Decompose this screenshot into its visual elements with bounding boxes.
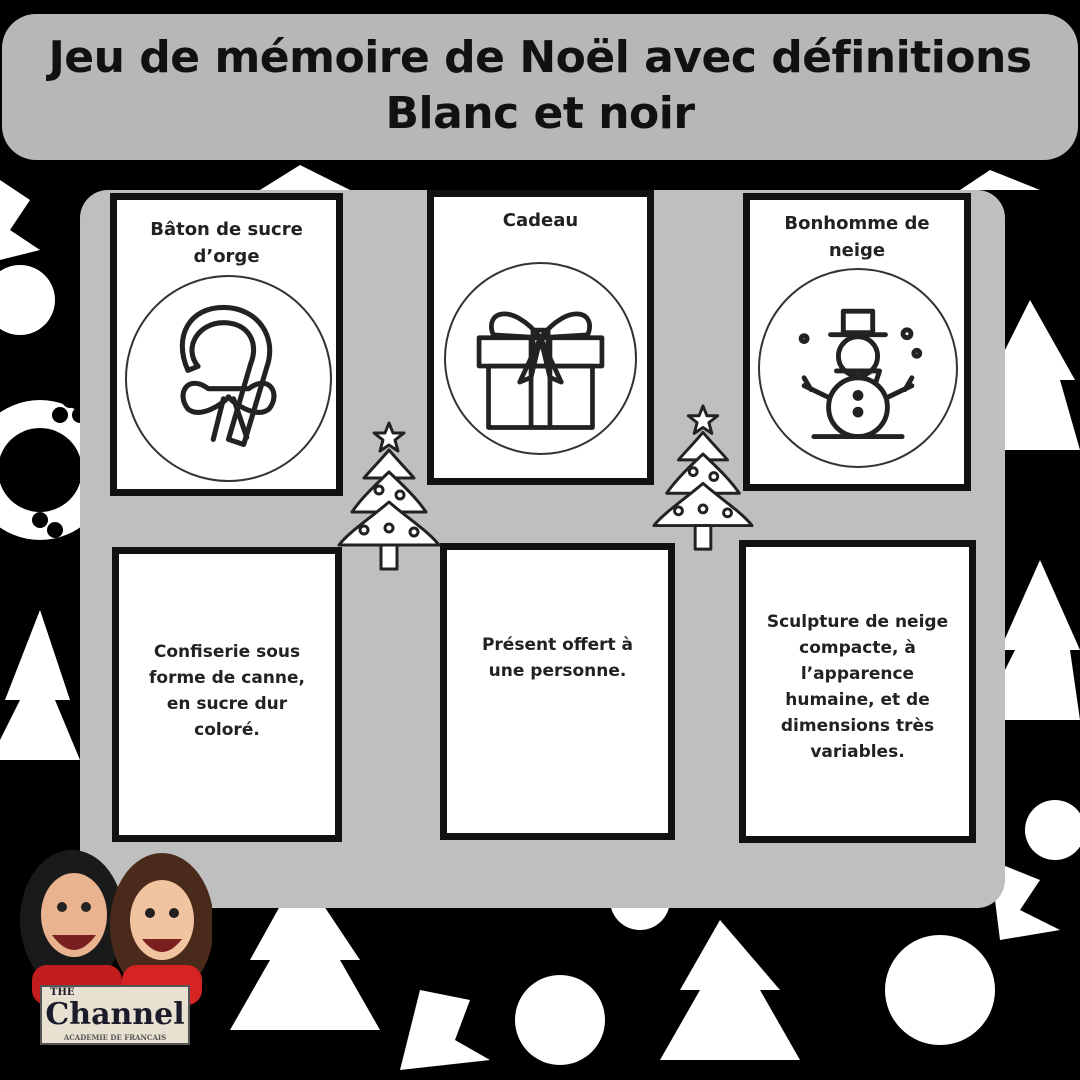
definition-text: Sculpture de neige compacte, à l’apparence humaine, et de dimensions très variables. xyxy=(766,612,949,762)
channel-logo xyxy=(40,985,190,1045)
card-title: Cadeau xyxy=(502,210,579,231)
logo-name: Channel xyxy=(45,997,185,1032)
card-candy-cane[interactable] xyxy=(110,193,343,496)
logo-the: THE xyxy=(50,987,75,998)
definition-text: Présent offert à une personne. xyxy=(481,635,634,681)
card-title: Bâton de sucre d’orge xyxy=(150,219,303,267)
logo-subtitle: ACADEMIE DE FRANCAIS xyxy=(63,1033,167,1042)
definition-card-snowman[interactable] xyxy=(739,540,976,843)
card-snowman[interactable] xyxy=(743,193,971,491)
card-title: Bonhomme de neige xyxy=(784,213,930,261)
snowman-icon xyxy=(758,268,958,468)
definition-text: Confiserie sous forme de canne, en sucre dur coloré. xyxy=(149,642,305,740)
title-banner xyxy=(2,14,1078,160)
christmas-tree-icon xyxy=(333,420,445,575)
christmas-tree-icon xyxy=(647,403,759,555)
card-gift[interactable] xyxy=(427,190,654,485)
definition-card-gift[interactable] xyxy=(440,543,675,840)
title-line-2: Blanc et noir xyxy=(385,88,695,139)
gift-icon xyxy=(444,262,637,455)
definition-card-candy-cane[interactable] xyxy=(112,547,342,842)
candy-cane-icon xyxy=(125,275,332,482)
title-line-1: Jeu de mémoire de Noël avec définitions xyxy=(48,32,1032,83)
